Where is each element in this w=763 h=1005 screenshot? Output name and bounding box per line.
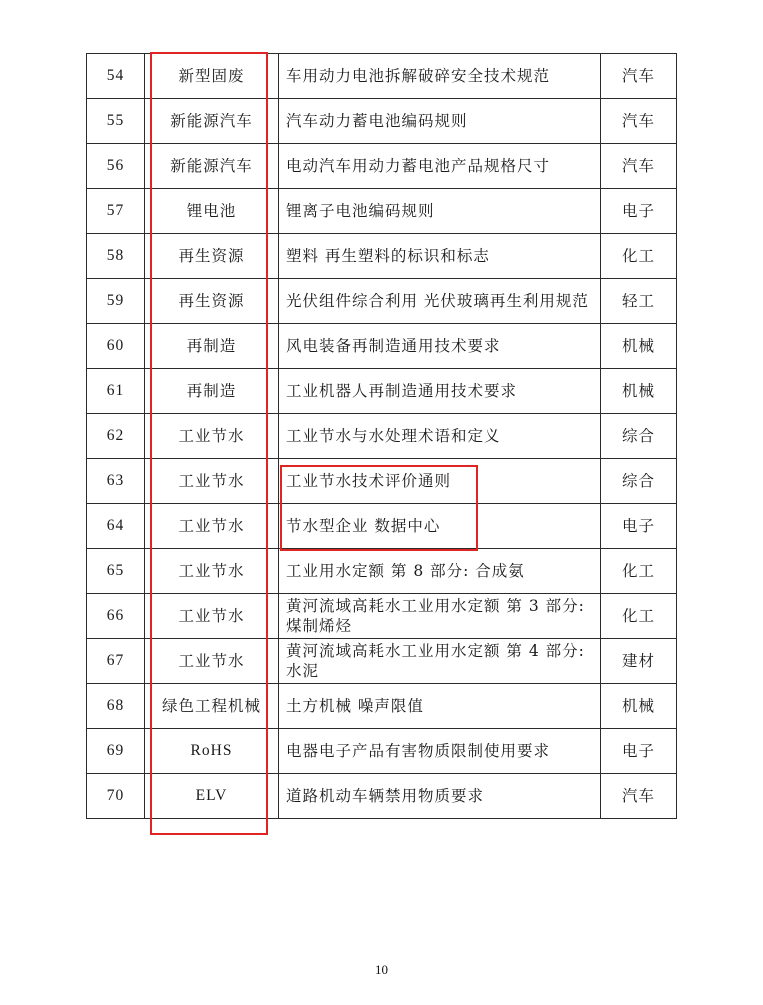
standard-name-cell: 车用动力电池拆解破碎安全技术规范 [279, 54, 601, 99]
industry-cell: 机械 [601, 684, 677, 729]
table-row [87, 279, 677, 324]
row-number-cell: 64 [87, 504, 145, 549]
table-row [87, 729, 677, 774]
row-number-cell: 62 [87, 414, 145, 459]
industry-cell: 化工 [601, 234, 677, 279]
category-cell: 再生资源 [145, 279, 279, 324]
industry-cell: 化工 [601, 594, 677, 639]
standard-name-cell: 光伏组件综合利用 光伏玻璃再生利用规范 [279, 279, 601, 324]
standard-name-cell: 电动汽车用动力蓄电池产品规格尺寸 [279, 144, 601, 189]
category-cell: 新能源汽车 [145, 144, 279, 189]
table-row [87, 234, 677, 279]
category-cell: 工业节水 [145, 414, 279, 459]
table-row [87, 684, 677, 729]
table-row [87, 549, 677, 594]
industry-cell: 机械 [601, 369, 677, 414]
standard-name-cell: 土方机械 噪声限值 [279, 684, 601, 729]
industry-cell: 机械 [601, 324, 677, 369]
standard-name-cell: 黄河流域高耗水工业用水定额 第 3 部分: 煤制烯烃 [279, 594, 601, 639]
table-row [87, 459, 677, 504]
row-number-cell: 55 [87, 99, 145, 144]
table-row [87, 369, 677, 414]
row-number-cell: 69 [87, 729, 145, 774]
row-number-cell: 66 [87, 594, 145, 639]
row-number-cell: 57 [87, 189, 145, 234]
standard-name-cell: 工业节水技术评价通则 [279, 459, 601, 504]
category-cell: 工业节水 [145, 594, 279, 639]
table-row [87, 324, 677, 369]
category-cell: RoHS [145, 729, 279, 774]
category-cell: 工业节水 [145, 639, 279, 684]
category-cell: 新型固废 [145, 54, 279, 99]
row-number-cell: 61 [87, 369, 145, 414]
standard-name-cell: 风电装备再制造通用技术要求 [279, 324, 601, 369]
row-number-cell: 63 [87, 459, 145, 504]
industry-cell: 汽车 [601, 144, 677, 189]
category-cell: 工业节水 [145, 459, 279, 504]
standards-table-body [87, 54, 677, 819]
standard-name-cell: 工业节水与水处理术语和定义 [279, 414, 601, 459]
standard-name-cell: 塑料 再生塑料的标识和标志 [279, 234, 601, 279]
row-number-cell: 58 [87, 234, 145, 279]
industry-cell: 综合 [601, 459, 677, 504]
table-row [87, 504, 677, 549]
category-cell: 新能源汽车 [145, 99, 279, 144]
category-cell: 绿色工程机械 [145, 684, 279, 729]
row-number-cell: 65 [87, 549, 145, 594]
table-row [87, 774, 677, 819]
standard-name-cell: 道路机动车辆禁用物质要求 [279, 774, 601, 819]
row-number-cell: 70 [87, 774, 145, 819]
standard-name-cell: 黄河流域高耗水工业用水定额 第 4 部分: 水泥 [279, 639, 601, 684]
table-row [87, 639, 677, 684]
industry-cell: 综合 [601, 414, 677, 459]
industry-cell: 汽车 [601, 54, 677, 99]
industry-cell: 电子 [601, 729, 677, 774]
category-cell: 工业节水 [145, 549, 279, 594]
table-row [87, 189, 677, 234]
standard-name-cell: 工业机器人再制造通用技术要求 [279, 369, 601, 414]
industry-cell: 汽车 [601, 99, 677, 144]
industry-cell: 化工 [601, 549, 677, 594]
table-row [87, 144, 677, 189]
table-row [87, 594, 677, 639]
industry-cell: 建材 [601, 639, 677, 684]
row-number-cell: 67 [87, 639, 145, 684]
row-number-cell: 68 [87, 684, 145, 729]
page-number: 10 [375, 962, 388, 977]
standard-name-cell: 锂离子电池编码规则 [279, 189, 601, 234]
row-number-cell: 60 [87, 324, 145, 369]
standard-name-cell: 工业用水定额 第 8 部分: 合成氨 [279, 549, 601, 594]
standard-name-cell: 节水型企业 数据中心 [279, 504, 601, 549]
category-cell: 再制造 [145, 324, 279, 369]
industry-cell: 电子 [601, 189, 677, 234]
row-number-cell: 59 [87, 279, 145, 324]
table-row [87, 54, 677, 99]
category-cell: 工业节水 [145, 504, 279, 549]
table-row [87, 99, 677, 144]
category-cell: 锂电池 [145, 189, 279, 234]
industry-cell: 电子 [601, 504, 677, 549]
category-cell: ELV [145, 774, 279, 819]
standards-table [86, 53, 677, 819]
standard-name-cell: 汽车动力蓄电池编码规则 [279, 99, 601, 144]
industry-cell: 汽车 [601, 774, 677, 819]
industry-cell: 轻工 [601, 279, 677, 324]
row-number-cell: 56 [87, 144, 145, 189]
category-cell: 再制造 [145, 369, 279, 414]
table-row [87, 414, 677, 459]
standard-name-cell: 电器电子产品有害物质限制使用要求 [279, 729, 601, 774]
category-cell: 再生资源 [145, 234, 279, 279]
row-number-cell: 54 [87, 54, 145, 99]
